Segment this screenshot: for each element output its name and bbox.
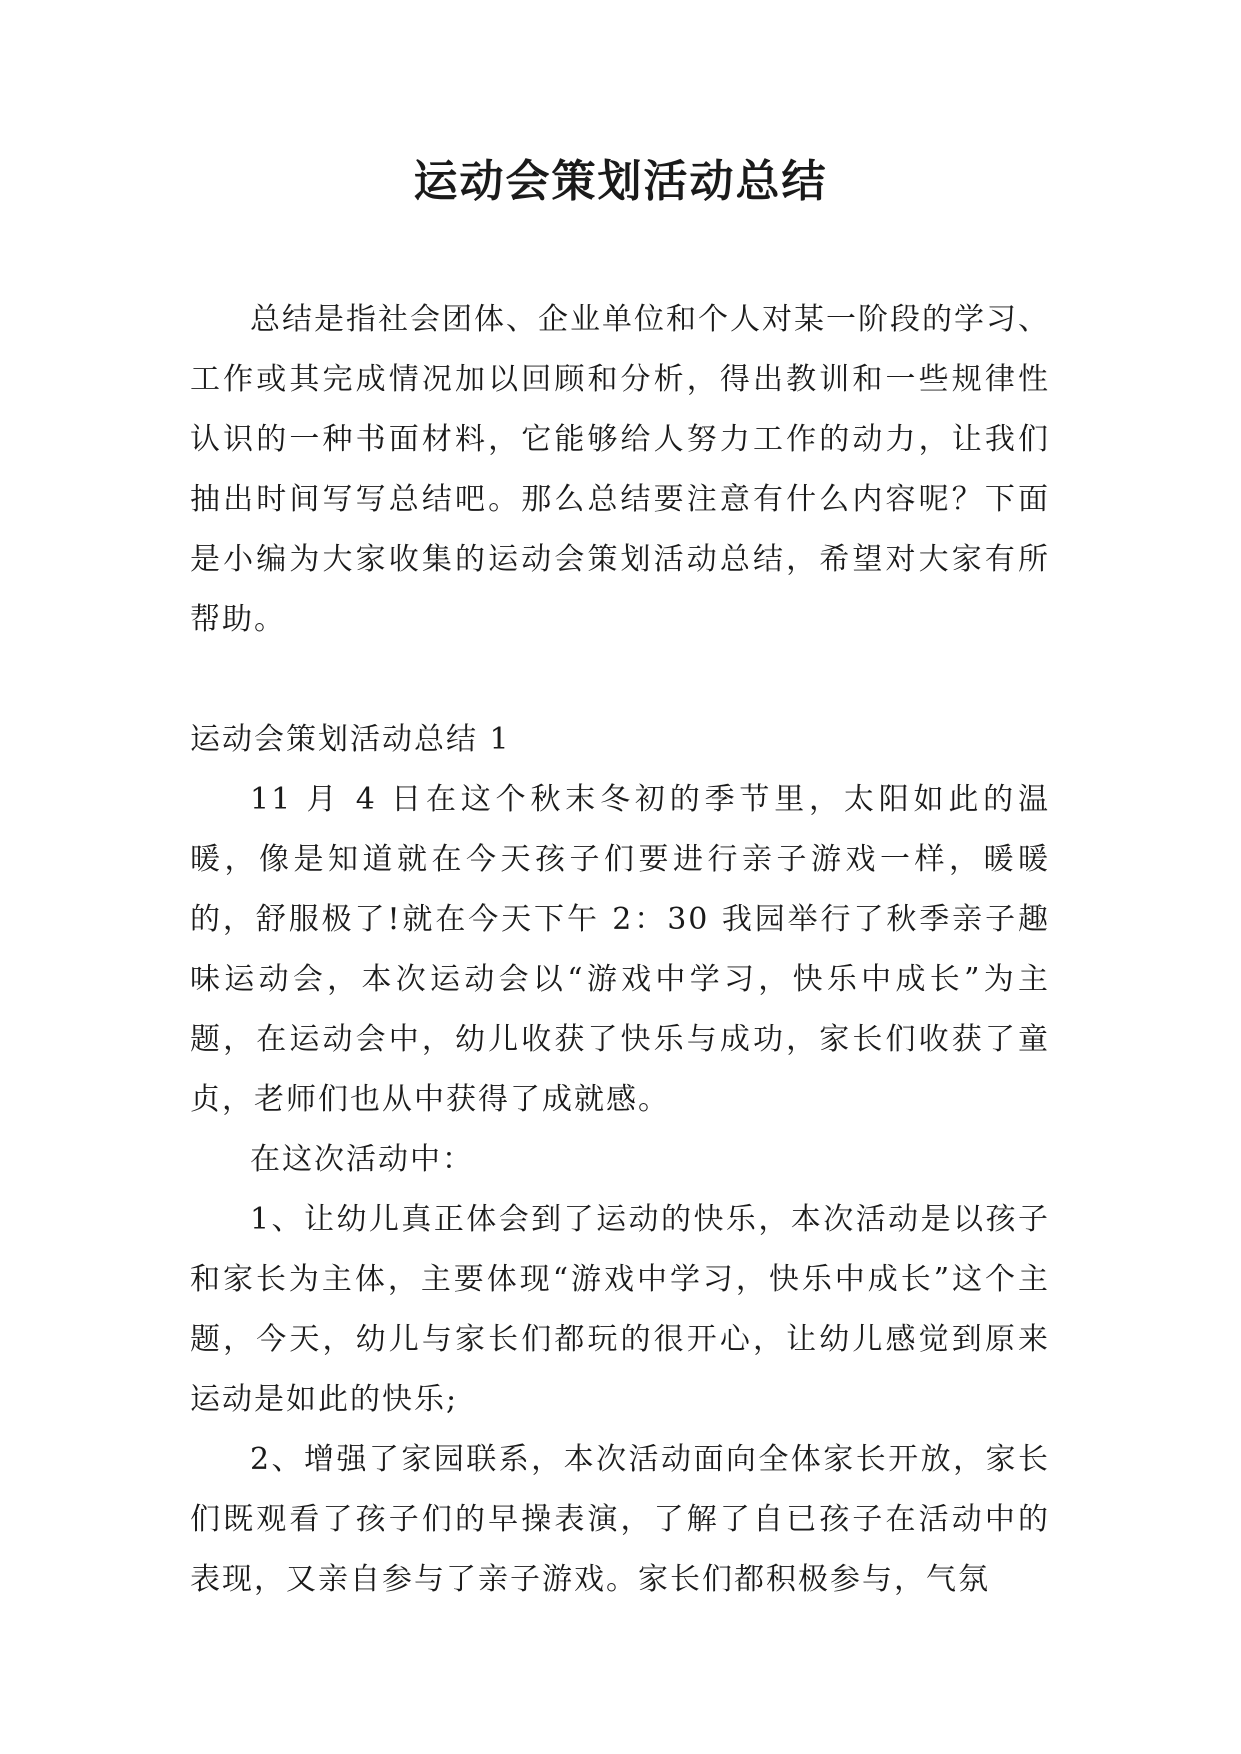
paragraph-1: 11 月 4 日在这个秋末冬初的季节里，太阳如此的温暖，像是知道就在今天孩子们要进行亲子游戏一样，暖暖的，舒服极了!就在今天下午 2：30 我园举行了秋季亲子趣味运动会，本次运动会以“游戏中学习，快乐中成长”为主题，在运动会中，幼儿收获了快乐与成功，家长们收获了童贞，老师们也从中获得了成就感。: [190, 782, 1050, 1117]
document-body: [190, 290, 1050, 1610]
section-heading: 运动会策划活动总结 1: [190, 722, 511, 757]
document-title: 运动会策划活动总结: [413, 156, 828, 207]
spacer: [190, 650, 1050, 710]
paragraph-2: 在这次活动中：: [250, 1142, 474, 1177]
paragraph-4: 2、增强了家园联系，本次活动面向全体家长开放，家长们既观看了孩子们的早操表演，了解了自已孩子在活动中的表现，又亲自参与了亲子游戏。家长们都积极参与，气氛: [190, 1442, 1050, 1597]
paragraph-3: 1、让幼儿真正体会到了运动的快乐，本次活动是以孩子和家长为主体，主要体现“游戏中学习，快乐中成长”这个主题，今天，幼儿与家长们都玩的很开心，让幼儿感觉到原来运动是如此的快乐;: [190, 1202, 1050, 1417]
intro-paragraph: 总结是指社会团体、企业单位和个人对某一阶段的学习、工作或其完成情况加以回顾和分析，得出教训和一些规律性认识的一种书面材料，它能够给人努力工作的动力，让我们抽出时间写写总结吧。那么总结要注意有什么内容呢？下面是小编为大家收集的运动会策划活动总结，希望对大家有所帮助。: [190, 302, 1050, 637]
